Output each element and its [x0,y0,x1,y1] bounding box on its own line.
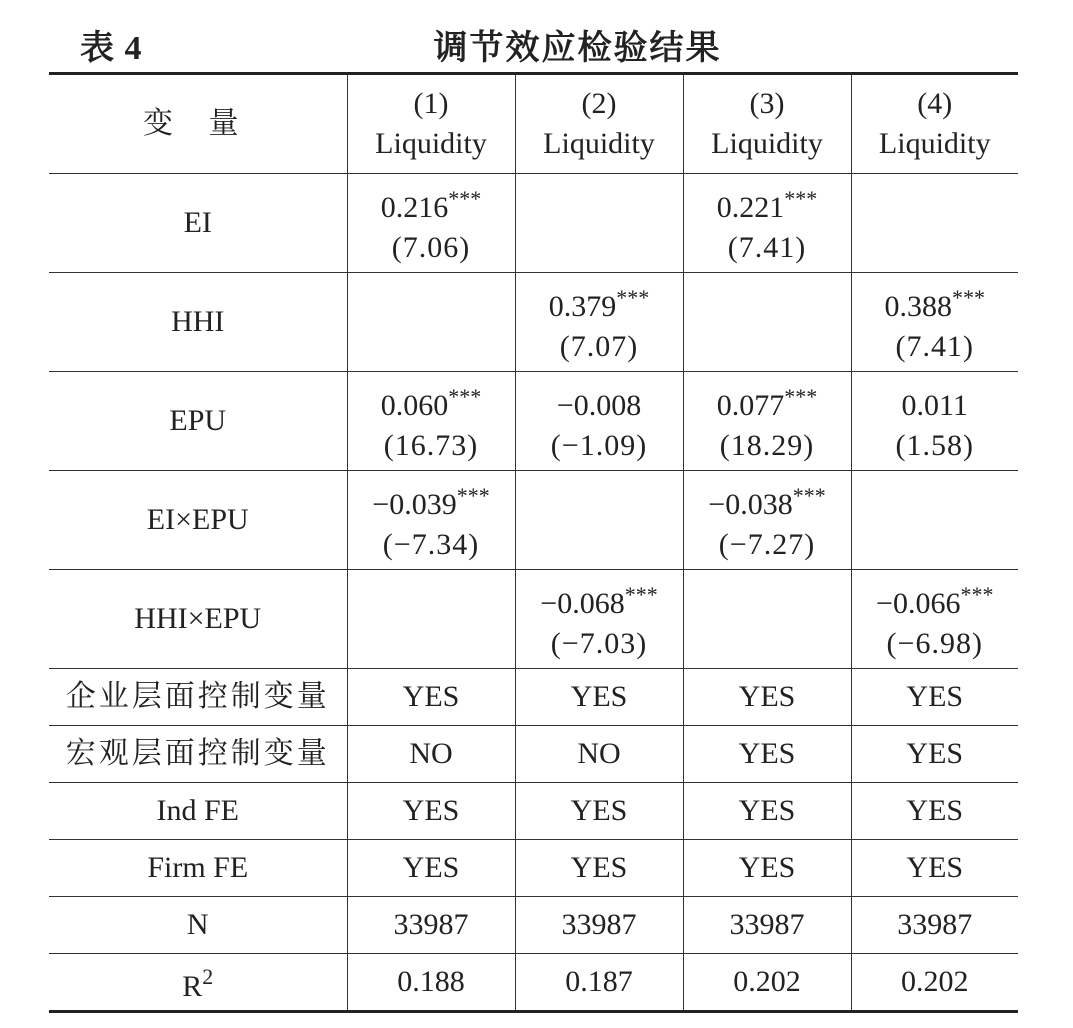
control-value: YES [347,840,515,897]
observation-count: 33987 [347,897,515,954]
estimate-cell [683,570,851,669]
control-value: YES [347,783,515,840]
dependent-variable: Liquidity [375,127,487,160]
estimate-cell [347,471,515,570]
estimate-cell [347,273,515,372]
control-value: NO [347,726,515,783]
t-statistic: (−1.09) [550,428,648,462]
observation-count: 33987 [851,897,1018,954]
column-header [515,74,683,174]
control-row [49,783,1018,840]
control-value: YES [851,669,1018,726]
coefficient: 0.060 [380,388,449,422]
coefficient: −0.008 [556,388,642,422]
r-squared-superscript: 2 [202,964,214,989]
control-value: YES [851,840,1018,897]
header-row [49,74,1018,174]
variable-header-label: 变 量 [143,107,253,140]
r-squared-value: 0.202 [851,954,1018,1012]
control-value: YES [347,669,515,726]
coefficient-row [49,273,1018,372]
control-value: YES [515,840,683,897]
coefficient-row [49,372,1018,471]
coefficient-row [49,471,1018,570]
coefficient: −0.066 [876,586,961,620]
estimate-cell [683,372,851,471]
estimate-cell [515,273,683,372]
row-label [49,954,347,1012]
column-header [347,74,515,174]
control-value: YES [683,669,851,726]
control-value: YES [683,783,851,840]
observation-count: 33987 [515,897,683,954]
significance-stars: *** [784,185,818,211]
column-header [683,74,851,174]
coefficient: 0.011 [901,388,968,422]
control-row [49,669,1018,726]
row-label: N [49,897,347,954]
significance-stars: *** [792,482,826,508]
coefficient: −0.038 [708,487,793,521]
coefficient: 0.077 [716,388,785,422]
estimate-cell [515,570,683,669]
row-label: EPU [49,372,347,471]
r-squared-label: R [182,970,203,1003]
column-header [851,74,1018,174]
estimate-cell [851,570,1018,669]
estimate-cell [347,174,515,273]
t-statistic: (7.41) [895,329,974,363]
estimate-cell [683,471,851,570]
estimate-cell [347,372,515,471]
regression-results-table [49,72,1018,1013]
estimate-cell [515,471,683,570]
column-number: (4) [917,87,953,120]
t-statistic: (−6.98) [886,626,983,660]
coefficient: 0.216 [380,190,449,224]
row-label: 宏观层面控制变量 [49,726,347,783]
row-label: HHI×EPU [49,570,347,669]
t-statistic: (−7.34) [382,527,480,561]
estimate-cell [515,174,683,273]
dependent-variable: Liquidity [543,127,655,160]
estimate-cell [515,372,683,471]
significance-stars: *** [448,383,482,409]
significance-stars: *** [624,581,658,607]
table-caption [0,12,1073,67]
coefficient-row [49,570,1018,669]
significance-stars: *** [448,185,482,211]
variable-header [49,74,347,174]
control-row [49,840,1018,897]
t-statistic: (−7.27) [718,527,816,561]
r-squared-value: 0.188 [347,954,515,1012]
significance-stars: *** [456,482,490,508]
t-statistic: (16.73) [383,428,479,462]
coefficient: 0.379 [548,289,617,323]
estimate-cell [851,174,1018,273]
significance-stars: *** [960,581,994,607]
coefficient: 0.221 [716,190,785,224]
column-number: (1) [413,87,449,120]
control-value: YES [683,726,851,783]
observation-count: 33987 [683,897,851,954]
r-squared-row [49,954,1018,1012]
control-value: YES [851,726,1018,783]
column-number: (2) [581,87,617,120]
estimate-cell [683,273,851,372]
table-title: 调节效应检验结果 [433,30,722,67]
row-label: EI [49,174,347,273]
t-statistic: (1.58) [895,428,974,462]
estimate-cell [851,273,1018,372]
dependent-variable: Liquidity [711,127,823,160]
control-value: YES [515,669,683,726]
estimate-cell [851,372,1018,471]
t-statistic: (7.41) [727,230,807,264]
control-value: YES [515,783,683,840]
control-row [49,726,1018,783]
significance-stars: *** [616,284,650,310]
observations-row [49,897,1018,954]
estimate-cell [683,174,851,273]
row-label: EI×EPU [49,471,347,570]
t-statistic: (7.07) [559,329,639,363]
t-statistic: (18.29) [719,428,815,462]
row-label: Firm FE [49,840,347,897]
r-squared-value: 0.202 [683,954,851,1012]
table-number: 表 4 [80,30,143,67]
estimate-cell [851,471,1018,570]
control-value: NO [515,726,683,783]
coefficient: 0.388 [884,289,952,323]
estimate-cell [347,570,515,669]
row-label: Ind FE [49,783,347,840]
significance-stars: *** [784,383,818,409]
coefficient: −0.039 [372,487,457,521]
dependent-variable: Liquidity [878,127,991,160]
row-label: HHI [49,273,347,372]
row-label: 企业层面控制变量 [49,669,347,726]
significance-stars: *** [952,284,985,310]
r-squared-value: 0.187 [515,954,683,1012]
t-statistic: (−7.03) [550,626,648,660]
column-number: (3) [749,87,785,120]
coefficient-row [49,174,1018,273]
control-value: YES [683,840,851,897]
coefficient: −0.068 [540,586,625,620]
control-value: YES [851,783,1018,840]
t-statistic: (7.06) [391,230,471,264]
